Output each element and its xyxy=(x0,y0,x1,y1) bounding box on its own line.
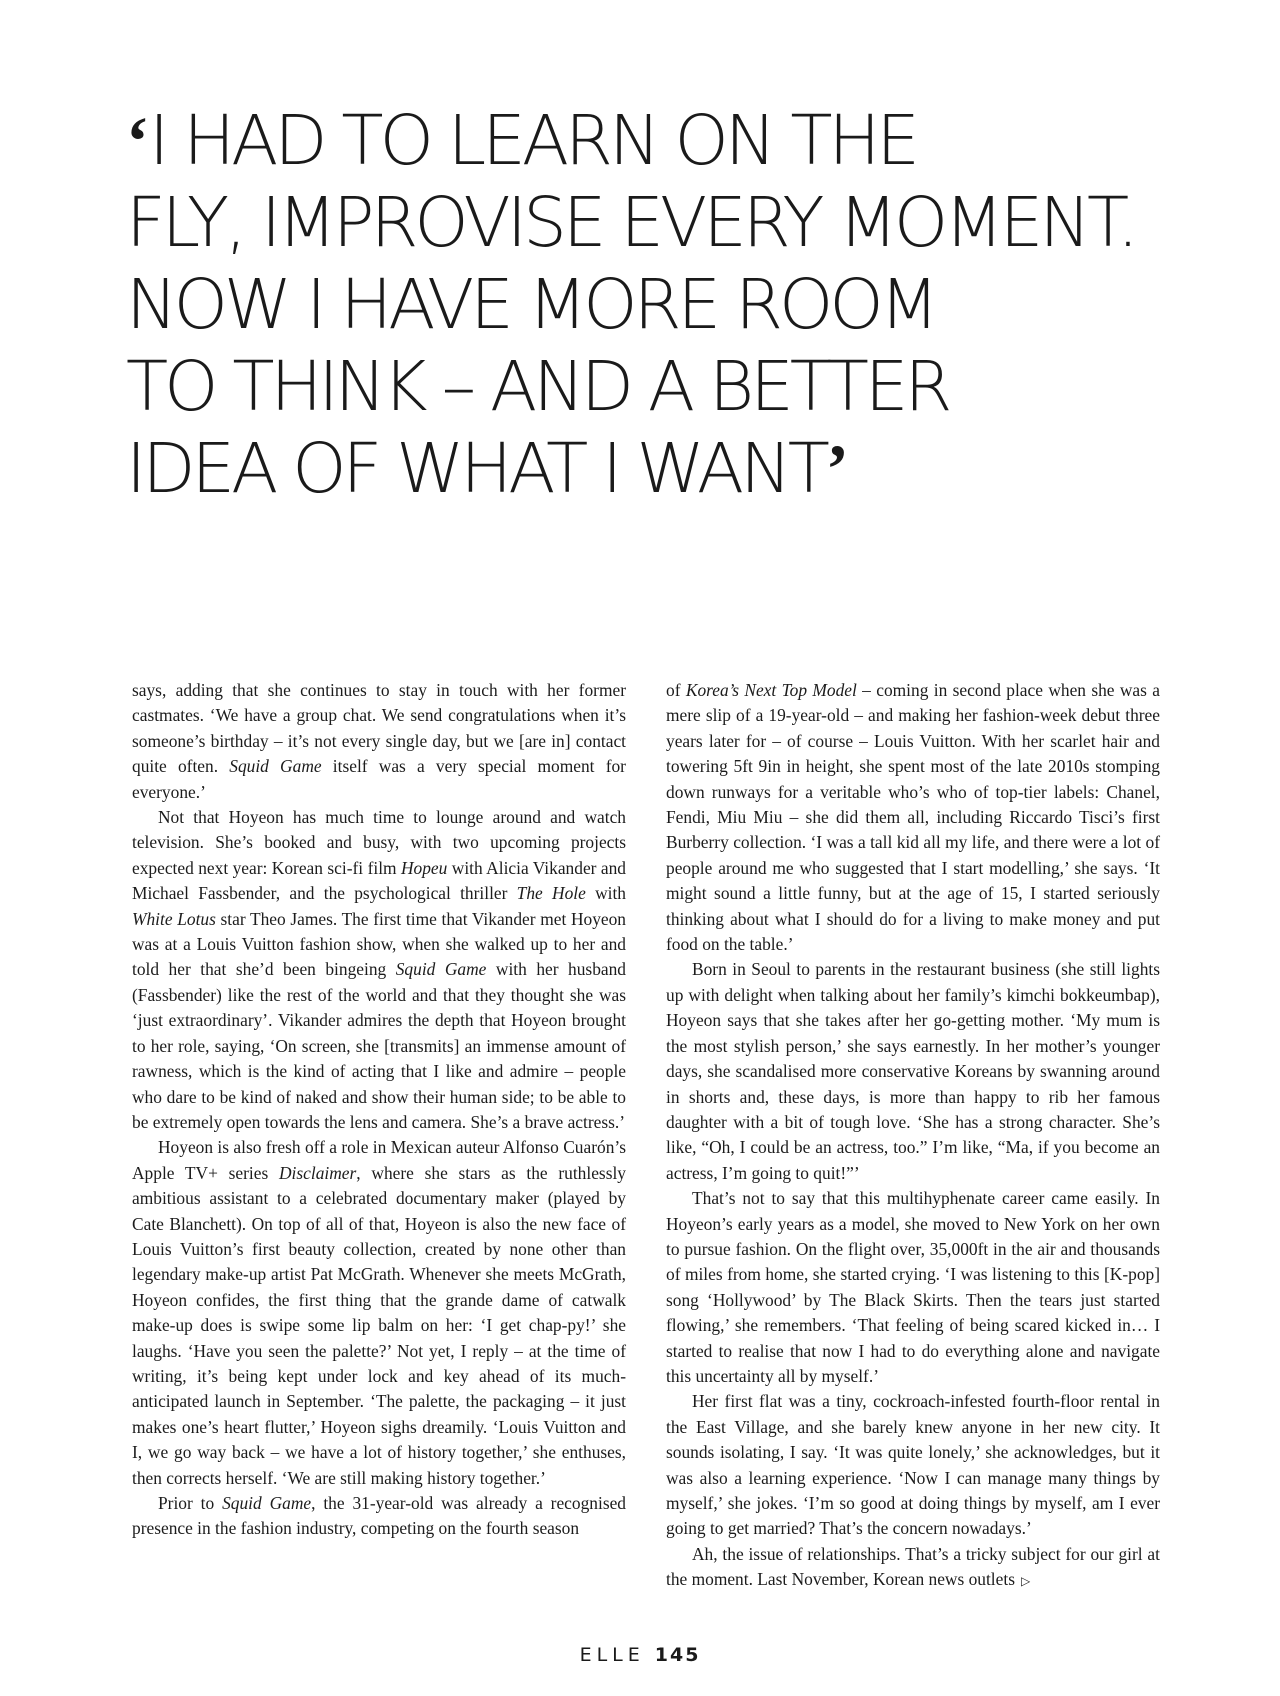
page-number: 145 xyxy=(654,1644,701,1666)
pull-quote xyxy=(126,100,1135,510)
text-run: , where she stars as the ruthlessly ambitious assistant to a celebrated documentary maker (played by Cate Blanchett). On top of all of that, Hoyeon is also the new face of Louis Vuitton’s first beauty collection, created by none other than legendary make-up artist Pat McGrath. Whenever she meets McGrath, Hoyeon confides, the first thing that the grande dame of catwalk make-up does is swipe some lip balm on her: ‘I get chap-py!’ she laughs. ‘Have you seen the palette?’ Not yet, I reply – at the time of writing, it’s being kept under lock and key ahead of its much-anticipated launch in September. ‘The palette, the packaging – it just makes one’s heart flutter,’ Hoyeon sighs dreamily. ‘Louis Vuitton and I, we go way back – we have a lot of history together,’ she enthuses, then corrects herself. ‘We are still making history together.’ xyxy=(132,1162,626,1488)
left-paragraph-3 xyxy=(132,1135,626,1491)
right-paragraph-4: Her first flat was a tiny, cockroach-infested fourth-floor rental in the East Village, and she barely knew anyone in her new city. It sounds isolating, I say. ‘It was quite lonely,’ she acknowledges, but it was also a learning experience. ‘Now I can manage many things by myself,’ she jokes. ‘I’m so good at doing things by myself, am I ever going to get married? That’s the concern nowadays.’ xyxy=(666,1391,1160,1539)
title-squid-game: Squid Game xyxy=(229,756,322,777)
text-run: Prior to xyxy=(158,1493,223,1513)
title-koreas-next-top-model: Korea’s Next Top Model xyxy=(685,680,857,700)
left-paragraph-2 xyxy=(132,805,626,1135)
left-column xyxy=(132,678,626,1542)
right-paragraph-1 xyxy=(666,678,1160,957)
text-run: itself was a very special moment for everyone.’ xyxy=(132,756,626,802)
text-run: of xyxy=(666,680,686,700)
close-quote-mark: ’ xyxy=(825,431,849,507)
pull-quote-text-5: IDEA OF WHAT I WANT xyxy=(126,429,826,509)
text-run: Hoyeon is also fresh off a role in Mexican auteur Alfonso Cuarón’s Apple TV+ series xyxy=(132,1137,626,1183)
pull-quote-line-5 xyxy=(126,428,1026,510)
title-squid-game: Squid Game xyxy=(395,959,487,980)
right-paragraph-3: That’s not to say that this multihyphenate career came easily. In Hoyeon’s early years as a model, she moved to New York on her own to pursue fashion. On the flight over, 35,000ft in the air and thousands of miles from home, she started crying. ‘I was listening to this [K-pop] song ‘Hollywood’ by The Black Skirts. Then the tears just started flowing,’ she remembers. ‘That feeling of being scared kicked in… I started to realise that now I had to do everything alone and navigate this uncertainty all by myself.’ xyxy=(666,1188,1160,1386)
pull-quote-line-3: NOW I HAVE MORE ROOM xyxy=(126,265,936,345)
text-run: with her husband (Fassbender) like the rest of the world and that they thought she was ‘just extraordinary’. Vikander admires the depth that Hoyeon brought to her role, saying, ‘On screen, she [transmits] an immense amount of rawness, which is the kind of acting that I like and admire – people who dare to be kind of naked and show their human side; to be able to be extremely open towards the lens and camera. She’s a brave actress.’ xyxy=(132,959,626,1132)
right-paragraph-2: Born in Seoul to parents in the restaurant business (she still lights up with delight when talking about her family’s kimchi bokkeumbap), Hoyeon says that she takes after her go-getting mother. ‘My mum is the most stylish person,’ she says earnestly. In her mother’s younger days, she scandalised more conservative Koreans by swanning around in shorts and, these days, is more than happy to rib her famous daughter with a bit of tough love. ‘She has a strong character. She’s like, “Oh, I could be an actress, too.” I’m like, “Ma, if you become an actress, I’m going to quit!”’ xyxy=(666,959,1160,1183)
text-run: Ah, the issue of relationships. That’s a tricky subject for our girl at the moment. Last November, Korean news outlets xyxy=(666,1543,1160,1590)
text-run: with Alicia Vikander and Michael Fassbender, and the psychological thriller xyxy=(132,857,626,904)
magazine-brand: ELLE xyxy=(579,1644,645,1666)
pull-quote-line-2: FLY, IMPROVISE EVERY MOMENT. xyxy=(126,183,1135,263)
text-run: star Theo James. The first time that Vikander met Hoyeon was at a Louis Vuitton fashion show, when she walked up to her and told her that she’d been bingeing xyxy=(132,908,627,980)
text-run: with xyxy=(585,883,626,904)
left-paragraph-1 xyxy=(132,678,626,805)
text-run: says, adding that she continues to stay in touch with her former castmates. ‘We have a group chat. We send congratulations when it’s someone’s birthday – it’s not every single day, but we [are in] contact quite often. xyxy=(132,680,626,777)
right-paragraph-5 xyxy=(666,1542,1160,1595)
text-run: Not that Hoyeon has much time to lounge around and watch television. She’s booked and busy, with two upcoming projects expected next year: Korean sci-fi film xyxy=(132,807,626,878)
right-column xyxy=(666,678,1160,1595)
text-run: – coming in second place when she was a mere slip of a 19-year-old – and making her fashion-week debut three years later for – of course – Louis Vuitton. With her scarlet hair and towering 5ft 9in in height, she spent most of the late 2010s stomping down runways for a veritable who’s who of top-tier labels: Chanel, Fendi, Miu Miu – she did them all, including Riccardo Tisci’s first Burberry collection. ‘I was a tall kid all my life, and there were a lot of people around me who suggested that I start modelling,’ she says. ‘It might sound a little funny, but at the age of 15, I started seriously thinking about what I should do for a living to make money and put food on the table.’ xyxy=(666,680,1160,955)
title-squid-game: Squid Game xyxy=(222,1493,312,1513)
pull-quote-text-1: I HAD TO LEARN ON THE xyxy=(148,101,917,181)
open-quote-mark: ‘ xyxy=(126,103,149,179)
text-run: , the 31-year-old was already a recognised presence in the fashion industry, competing on the fourth season xyxy=(132,1493,626,1539)
title-hopeu: Hopeu xyxy=(400,857,448,878)
title-the-hole: The Hole xyxy=(516,883,586,904)
continue-arrow-icon: ▷ xyxy=(1020,1574,1031,1589)
title-white-lotus: White Lotus xyxy=(132,908,216,929)
pull-quote-line-1 xyxy=(126,100,1026,182)
page-footer xyxy=(0,1644,1280,1666)
title-disclaimer: Disclaimer xyxy=(279,1162,357,1183)
left-paragraph-4 xyxy=(132,1491,626,1542)
pull-quote-line-4: TO THINK – AND A BETTER xyxy=(126,347,949,427)
